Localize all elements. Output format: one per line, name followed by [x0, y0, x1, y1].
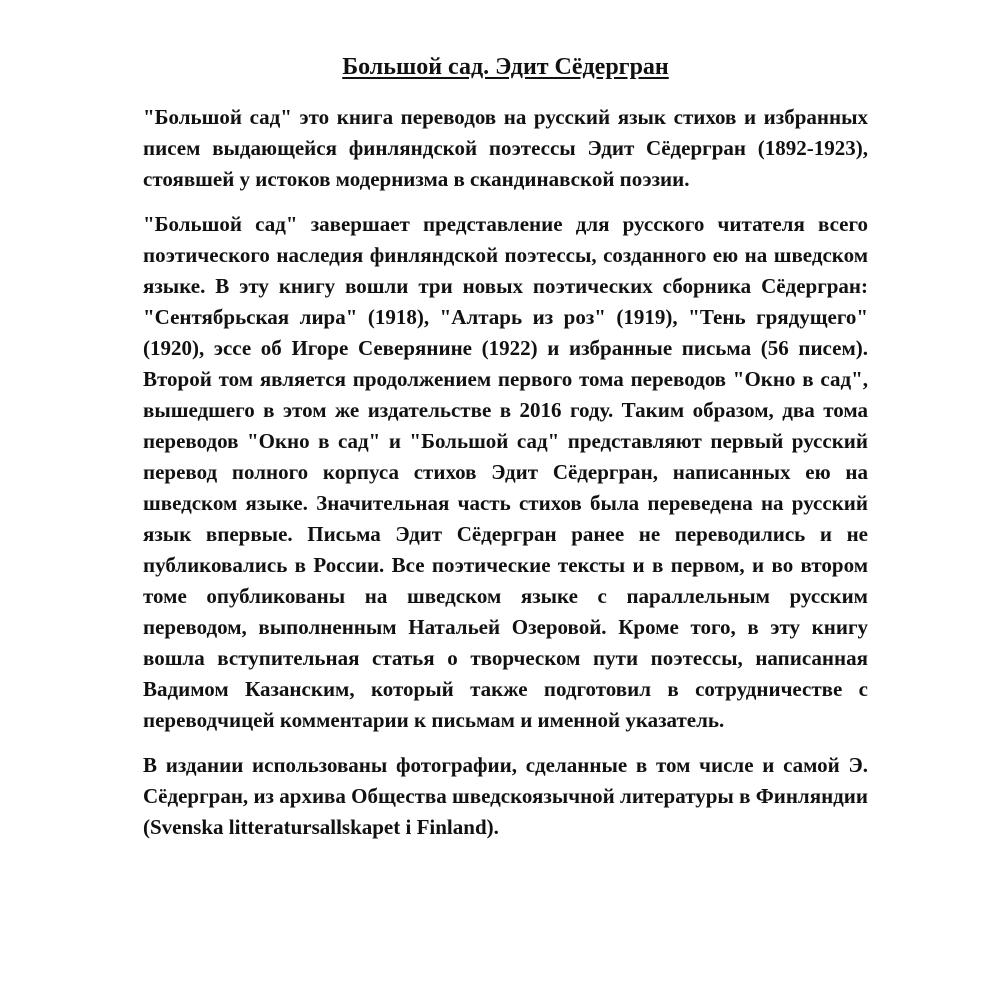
body-paragraph: "Большой сад" завершает представление для русского читателя всего поэтического наследия финляндской поэтессы, созданного ею на шведском языке. В эту книгу вошли три новых поэтических сборника Сёдергран: "Сентябрьская лира" (1918), "Алтарь из роз" (1919), "Тень грядущего" (1920), эссе об Игоре Северянине (1922) и избранные письма (56 писем). Второй том является продолжением первого тома переводов "Окно в сад", вышедшего в этом же издательстве в 2016 году. Таким образом, два тома переводов "Окно в сад" и "Большой сад" представляют первый русский перевод полного корпуса стихов Эдит Сёдергран, написанных ею на шведском языке. Значительная часть стихов была переведена на русский язык впервые. Письма Эдит Сёдергран ранее не переводились и не публиковались в России. Все поэтические тексты и в первом, и во втором томе опубликованы на шведском языке с параллельным русским переводом, выполненным Натальей Озеровой. Кроме того, в эту книгу вошла вступительная статья о творческом пути поэтессы, написанная Вадимом Казанским, который также подготовил в сотрудничестве с переводчицей комментарии к письмам и именной указатель. [143, 212, 868, 732]
photos-paragraph: В издании использованы фотографии, сделанные в том числе и самой Э. Сёдергран, из архива Общества шведскоязычной литературы в Финляндии (Svenska litteratursallskapet i Finland). [143, 753, 868, 839]
document-title: Большой сад. Эдит Сёдергран [342, 54, 669, 80]
intro-paragraph: "Большой сад" это книга переводов на русский язык стихов и избранных писем выдающейся финляндской поэтессы Эдит Сёдергран (1892-1923), стоявшей у истоков модернизма в скандинавской поэзии. [143, 105, 868, 191]
document-page [143, 48, 868, 857]
